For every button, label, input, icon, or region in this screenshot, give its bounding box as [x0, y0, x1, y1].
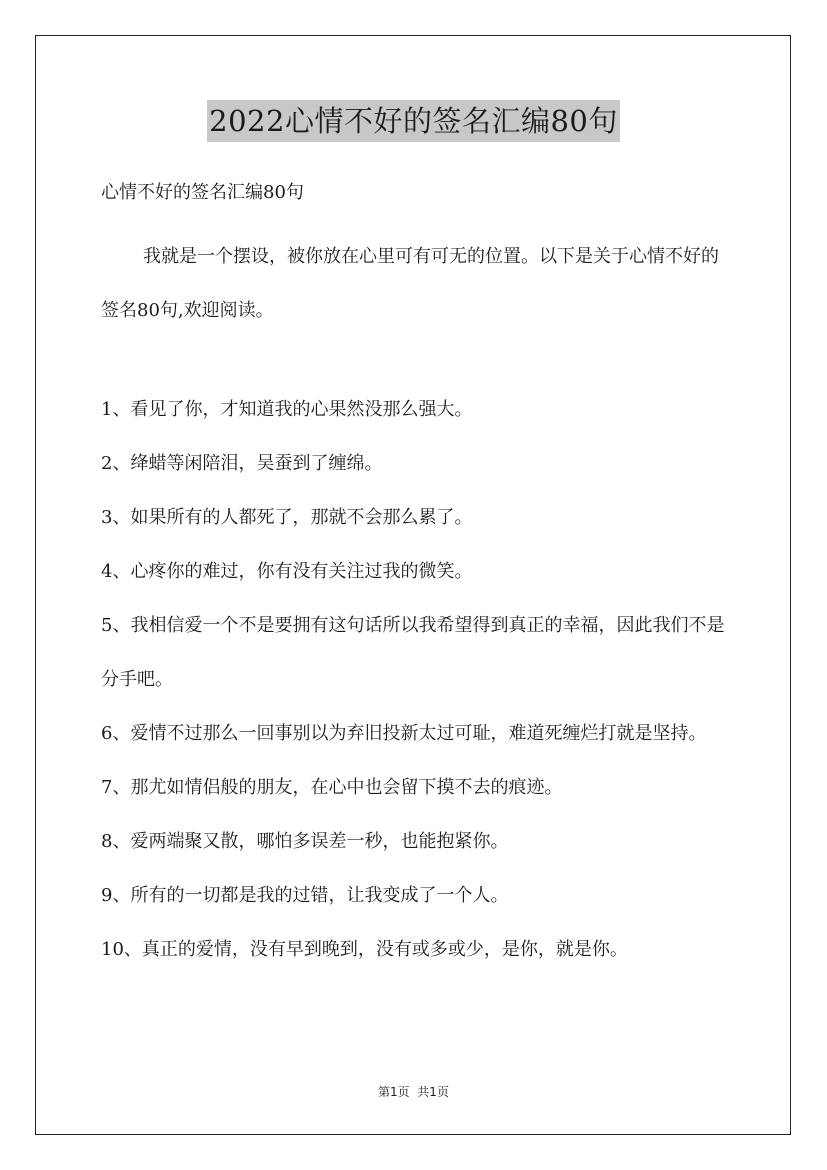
list-item: 7、那尤如情侣般的朋友，在心中也会留下摸不去的痕迹。 [101, 777, 563, 798]
signature-list [101, 383, 731, 977]
list-item: 9、所有的一切都是我的过错，让我变成了一个人。 [101, 885, 509, 906]
list-item: 4、心疼你的难过，你有没有关注过我的微笑。 [101, 561, 473, 582]
list-item: 5、我相信爱一个不是要拥有这句话所以我希望得到真正的幸福，因此我们不是分手吧。 [101, 615, 725, 690]
list-item: 8、爱两端聚又散，哪怕多误差一秒，也能抱紧你。 [101, 831, 509, 852]
list-item: 2、绛蜡等闲陪泪，吴蚕到了缠绵。 [101, 453, 383, 474]
list-item: 1、看见了你，才知道我的心果然没那么强大。 [101, 399, 473, 420]
intro-paragraph: 我就是一个摆设，被你放在心里可有可无的位置。以下是关于心情不好的签名80句,欢迎阅读。 [101, 246, 719, 321]
page-number-footer: 第1页 共1页 [378, 1085, 449, 1099]
document-title: 2022心情不好的签名汇编80句 [207, 100, 620, 142]
list-item: 3、如果所有的人都死了，那就不会那么累了。 [101, 507, 473, 528]
document-subtitle: 心情不好的签名汇编80句 [101, 182, 304, 203]
list-item: 10、真正的爱情，没有早到晚到，没有或多或少，是你，就是你。 [101, 939, 628, 960]
title-container [0, 100, 827, 142]
list-item: 6、爱情不过那么一回事别以为弃旧投新太过可耻，难道死缠烂打就是坚持。 [101, 723, 707, 744]
